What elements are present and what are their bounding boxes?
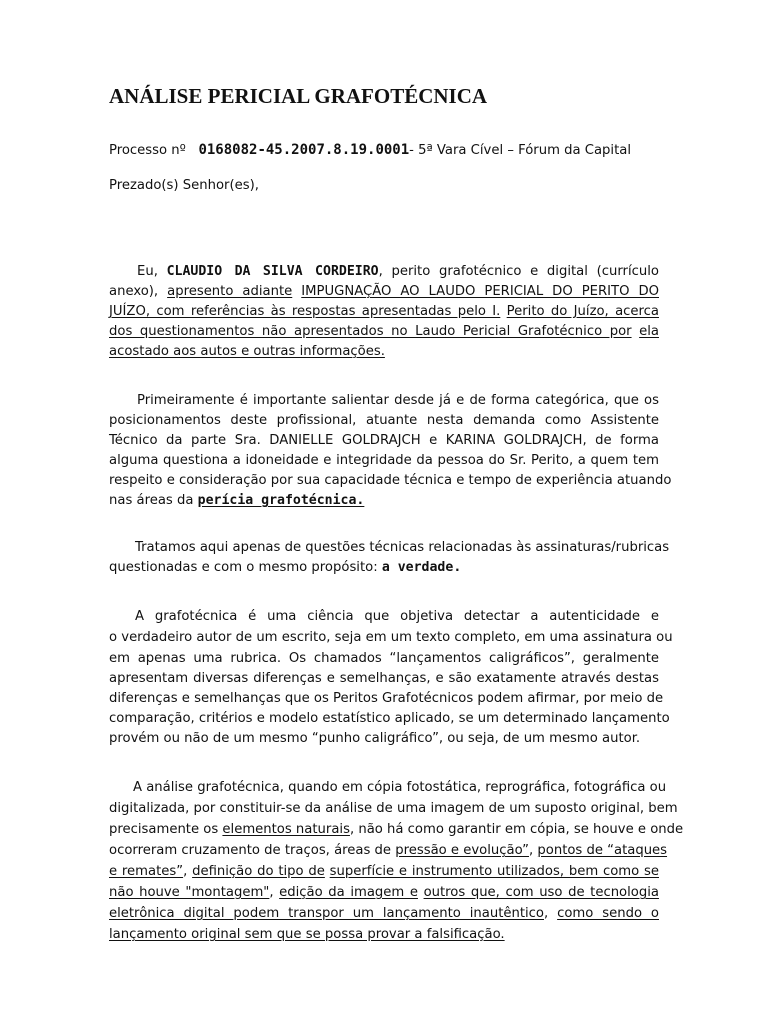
p1-line-5: acostado aos autos e outras informações. [109,344,385,359]
process-line [109,140,659,161]
p2-line-2: posicionamentos deste profissional, atuante nesta demanda como Assistente [109,413,659,428]
p2-line-3: Técnico da parte Sra. DANIELLE GOLDRAJCH e KARINA GOLDRAJCH, de forma [109,433,659,448]
p1-line-2: anexo), apresento adiante IMPUGNAÇÃO AO LAUDO PERICIAL DO PERITO DO [109,284,659,299]
a-verdade-emphasis: a verdade. [381,560,462,575]
salutation: Prezado(s) Senhor(es), [109,178,259,193]
p2-line-1: Primeiramente é importante salientar desde já e de forma categórica, que os [137,393,659,408]
pericia-grafotecnica-emphasis: perícia grafotécnica. [197,493,365,508]
document-title: ANÁLISE PERICIAL GRAFOTÉCNICA [109,84,488,108]
p5-line-7: eletrônica digital podem transpor um lançamento inautêntico, como sendo o [109,906,659,921]
p2-line-5: respeito e consideração por sua capacidade técnica e tempo de experiência atuando [109,473,672,488]
p4-line-3: em apenas uma rubrica. Os chamados “lançamentos caligráficos”, geralmente [109,651,659,666]
p1-line-4: dos questionamentos não apresentados no Laudo Pericial Grafotécnico por ela [109,324,659,339]
p1-line-1: Eu, CLAUDIO DA SILVA CORDEIRO, perito grafotécnico e digital (currículo [137,264,659,279]
p5-line-2: digitalizada, por constituir-se da análise de uma imagem de um suposto original, bem [109,801,678,816]
process-number: 0168082-45.2007.8.19.0001 [198,142,410,158]
p5-line-4: ocorreram cruzamento de traços, áreas de pressão e evolução”, pontos de “ataques [109,843,668,858]
p5-line-3: precisamente os elementos naturais, não há como garantir em cópia, se houve e onde [109,822,684,837]
process-label: Processo nº [109,143,186,158]
p4-line-2: o verdadeiro autor de um escrito, seja em um texto completo, em uma assinatura ou [109,630,673,645]
p1-line-3: JUÍZO, com referências às respostas apresentadas pelo I. Perito do Juízo, acerca [109,304,659,319]
process-court: - 5ª Vara Cível – Fórum da Capital [409,143,631,158]
p5-line-6: não houve "montagem", edição da imagem e outros que, com uso de tecnologia [109,885,659,900]
p4-line-4: apresentam diversas diferenças e semelhanças, e são exatamente através destas [109,671,659,686]
p3-line-2: questionadas e com o mesmo propósito: a verdade. [109,560,462,575]
p4-line-5: diferenças e semelhanças que os Peritos Grafotécnicos podem afirmar, por meio de [109,691,664,706]
perito-name: CLAUDIO DA SILVA CORDEIRO [166,264,379,279]
p3-line-1: Tratamos aqui apenas de questões técnicas relacionadas às assinaturas/rubricas [135,540,670,555]
p4-line-1: A grafotécnica é uma ciência que objetiva detectar a autenticidade e [135,609,659,624]
p2-line-6: nas áreas da perícia grafotécnica. [109,493,365,508]
p5-line-1: A análise grafotécnica, quando em cópia fotostática, reprográfica, fotográfica ou [133,780,667,795]
p2-line-4: alguma questiona a idoneidade e integridade da pessoa do Sr. Perito, a quem tem [109,453,659,468]
p5-line-5: e remates”, definição do tipo de superfície e instrumento utilizados, bem como se [109,864,659,879]
p4-line-7: provém ou não de um mesmo “punho caligráfico”, ou seja, de um mesmo autor. [109,731,641,746]
p5-line-8: lançamento original sem que se possa provar a falsificação. [109,927,505,942]
p4-line-6: comparação, critérios e modelo estatístico aplicado, se um determinado lançamento [109,711,670,726]
